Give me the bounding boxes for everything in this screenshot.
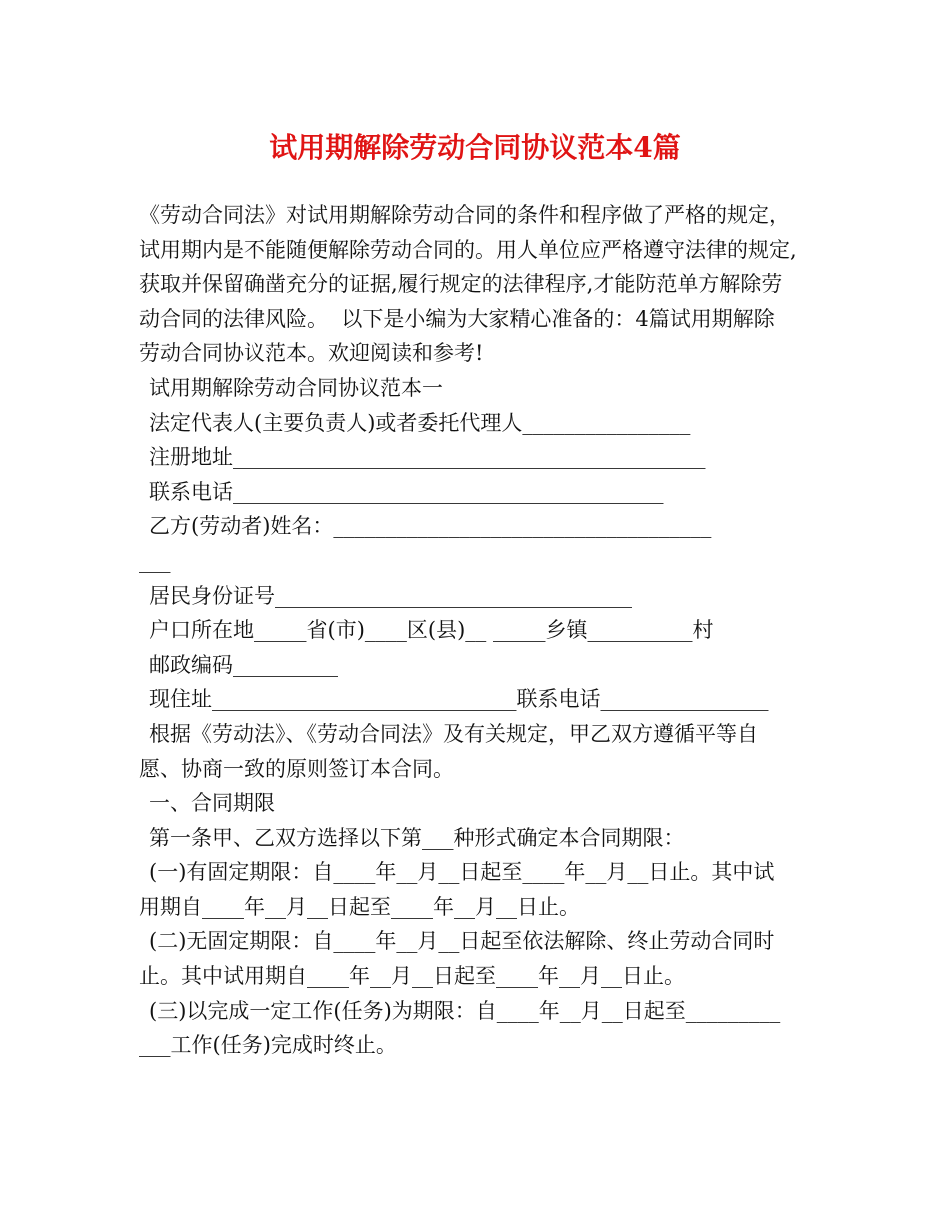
clause-line: (二)无固定期限：自____年__月__日起至依法解除、终止劳动合同时 bbox=[149, 929, 775, 954]
section-heading: 试用期解除劳动合同协议范本一 bbox=[149, 375, 443, 400]
form-field-line: 注册地址_____________________________________________ bbox=[149, 445, 706, 470]
document-body bbox=[139, 198, 829, 1063]
clause-line: (三)以完成一定工作(任务)为期限：自____年__月__日起至_________ bbox=[149, 998, 781, 1023]
form-field-line: 居民身份证号__________________________________ bbox=[149, 583, 632, 608]
form-field-line: 乙方(劳动者)姓名：____________________________________ bbox=[149, 514, 712, 539]
paragraph-line: 动合同的法律风险。 以下是小编为大家精心准备的：4篇试用期解除 bbox=[139, 306, 775, 331]
clause-line: 止。其中试用期自____年__月__日起至____年__月__日止。 bbox=[139, 964, 685, 989]
document-title: 试用期解除劳动合同协议范本4篇 bbox=[269, 131, 681, 164]
form-field-line: 户口所在地_____省(市)____区(县)__ _____乡镇__________村 bbox=[149, 618, 714, 643]
clause-line: 第一条甲、乙双方选择以下第___种形式确定本合同期限： bbox=[149, 825, 685, 850]
clause-line: ___工作(任务)完成时终止。 bbox=[139, 1033, 397, 1058]
form-field-line: 邮政编码__________ bbox=[149, 652, 338, 677]
form-field-continuation: ___ bbox=[139, 548, 171, 573]
form-field-line: 联系电话_________________________________________ bbox=[149, 479, 664, 504]
paragraph-line: 试用期内是不能随便解除劳动合同的。用人单位应严格遵守法律的规定, bbox=[139, 237, 797, 262]
paragraph-line: 劳动合同协议范本。欢迎阅读和参考! bbox=[139, 341, 484, 366]
form-field-line: 现住址_____________________________联系电话________________ bbox=[149, 687, 769, 712]
clause-line: (一)有固定期限：自____年__月__日起至____年__月__日止。其中试 bbox=[149, 860, 775, 885]
form-field-line: 法定代表人(主要负责人)或者委托代理人________________ bbox=[149, 410, 691, 435]
paragraph-line: 愿、协商一致的原则签订本合同。 bbox=[139, 756, 454, 781]
clause-line: 用期自____年__月__日起至____年__月__日止。 bbox=[139, 894, 580, 919]
paragraph-line: 根据《劳动法》、《劳动合同法》及有关规定，甲乙双方遵循平等自 bbox=[149, 721, 758, 746]
section-heading: 一、合同期限 bbox=[149, 791, 275, 816]
paragraph-line: 《劳动合同法》对试用期解除劳动合同的条件和程序做了严格的规定， bbox=[139, 203, 790, 227]
paragraph-line: 获取并保留确凿充分的证据,履行规定的法律程序,才能防范单方解除劳 bbox=[139, 272, 783, 297]
